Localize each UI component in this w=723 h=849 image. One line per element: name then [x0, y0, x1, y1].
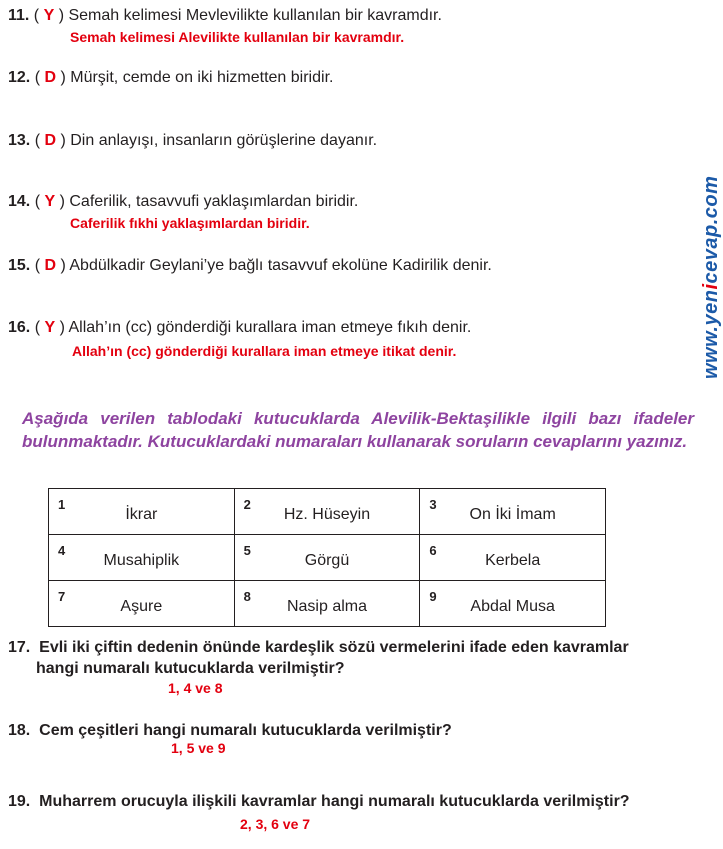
box-1: 1 İkrar — [49, 489, 235, 535]
number-boxes-table — [48, 488, 606, 627]
box-6: 6 Kerbela — [420, 535, 606, 581]
answer-mark: D — [44, 132, 57, 149]
question-14: 14. ( Y ) Caferilik, tasavvufi yaklaşımlardan biridir. — [8, 193, 359, 210]
question-16: 16. ( Y ) Allah’ın (cc) gönderdiği kurallara iman etmeye fıkıh denir. — [8, 319, 472, 336]
box-8: 8 Nasip alma — [234, 581, 420, 627]
correction-16: Allah’ın (cc) gönderdiği kurallara iman etmeye itikat denir. — [72, 343, 457, 359]
box-5: 5 Görgü — [234, 535, 420, 581]
question-13: 13. ( D ) Din anlayışı, insanların görüşlerine dayanır. — [8, 132, 378, 149]
box-4: 4 Musahiplik — [49, 535, 235, 581]
answer-17: 1, 4 ve 8 — [168, 680, 223, 696]
box-3: 3 On İki İmam — [420, 489, 606, 535]
box-7: 7 Aşure — [49, 581, 235, 627]
answer-mark: D — [44, 69, 57, 86]
question-11: 11. ( Y ) Semah kelimesi Mevlevilikte kullanılan bir kavramdır. — [8, 7, 442, 24]
answer-18: 1, 5 ve 9 — [171, 740, 226, 756]
question-15: 15. ( D ) Abdülkadir Geylani’ye bağlı tasavvuf ekolüne Kadirilik denir. — [8, 257, 492, 274]
watermark-logo: www.yenicevap.com — [700, 175, 722, 379]
question-18: 18. Cem çeşitleri hangi numaralı kutucuklarda verilmiştir? — [8, 722, 452, 739]
instruction-text: Aşağıda verilen tablodaki kutucuklarda Alevilik-Bektaşilikle ilgili bazı ifadeler bulunmaktadır. Kutucuklardaki numaraları kullanarak soruların cevaplarını yazınız. — [22, 409, 694, 451]
answer-mark: D — [44, 257, 57, 274]
answer-mark: Y — [43, 7, 55, 24]
question-19: 19. Muharrem orucuyla ilişkili kavramlar hangi numaralı kutucuklarda verilmiştir? — [8, 793, 630, 810]
box-2: 2 Hz. Hüseyin — [234, 489, 420, 535]
question-17-line2: hangi numaralı kutucuklarda verilmiştir? — [36, 660, 345, 677]
question-12: 12. ( D ) Mürşit, cemde on iki hizmetten biridir. — [8, 69, 334, 86]
question-17: 17. Evli iki çiftin dedenin önünde kardeşlik sözü vermelerini ifade eden kavramlar — [8, 639, 629, 656]
answer-mark: Y — [44, 193, 56, 210]
correction-11: Semah kelimesi Alevilikte kullanılan bir kavramdır. — [70, 29, 405, 45]
box-9: 9 Abdal Musa — [420, 581, 606, 627]
answer-mark: Y — [44, 319, 56, 336]
answer-19: 2, 3, 6 ve 7 — [240, 816, 311, 832]
correction-14: Caferilik fıkhi yaklaşımlardan biridir. — [70, 215, 310, 231]
